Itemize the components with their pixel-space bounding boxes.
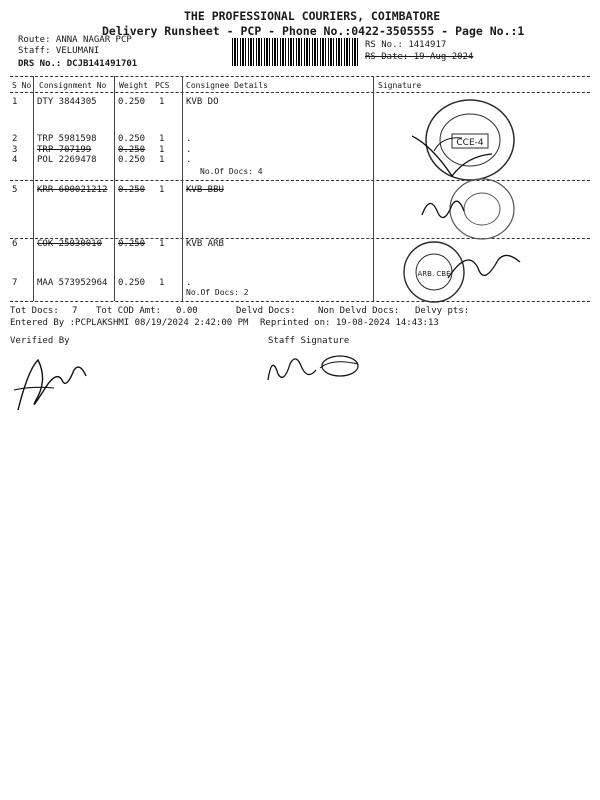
delvy-pts-label: Delvy pts: <box>415 306 470 316</box>
col-line-2 <box>114 76 115 301</box>
staff-signature <box>262 344 372 388</box>
reprinted-on: Reprinted on: 19-08-2024 14:43:13 <box>260 318 439 328</box>
verified-by-label: Verified By <box>10 336 70 346</box>
row-weight: 0.250 <box>118 97 146 107</box>
row-details: . <box>186 278 192 288</box>
row-consignment: POL 2269478 <box>37 155 97 165</box>
row-consignment: TRP 5981598 <box>37 134 97 144</box>
row-pcs: 1 <box>159 185 165 195</box>
header-consignment: Consignment No <box>39 81 107 90</box>
row-weight: 0.250 <box>118 239 146 249</box>
row-consignment: COK 25030010 <box>37 239 103 249</box>
drs-number: DRS No.: DCJB141491701 <box>18 59 138 69</box>
row-consignment: KRR 600021212 <box>37 185 108 195</box>
row-weight: 0.250 <box>118 185 146 195</box>
row-sno: 2 <box>12 134 18 144</box>
bank-stamp-bbu <box>420 175 530 245</box>
row-sno: 7 <box>12 278 18 288</box>
col-line-1 <box>33 76 34 301</box>
header-sno: S No <box>12 81 32 90</box>
row-pcs: 1 <box>159 145 165 155</box>
header-signature: Signature <box>378 81 422 90</box>
row-details: KVB BBU <box>186 185 224 195</box>
row-sno: 6 <box>12 239 18 249</box>
docs-note-2: No.Of Docs: 2 <box>186 288 249 297</box>
tot-cod-value: 0.00 <box>176 306 198 316</box>
non-delvd-docs-label: Non Delvd Docs: <box>318 306 400 316</box>
stamp-arb-label: ARB. CBE <box>417 270 451 278</box>
row-weight: 0.250 <box>118 145 146 155</box>
row-weight: 0.250 <box>118 155 146 165</box>
company-title: THE PROFESSIONAL COURIERS, COIMBATORE <box>184 9 441 23</box>
col-line-4 <box>373 76 374 301</box>
runsheet-subtitle: Delivery Runsheet - PCP - Phone No.:0422-3505555 - Page No.:1 <box>102 24 525 38</box>
staff-label: Staff: VELUMANI <box>18 46 100 56</box>
header-pcs: PCS <box>155 81 170 90</box>
docs-note-1: No.Of Docs: 4 <box>200 167 263 176</box>
row-weight: 0.250 <box>118 134 146 144</box>
row-pcs: 1 <box>159 155 165 165</box>
row-consignment: DTY 3844305 <box>37 97 97 107</box>
rs-number: RS No.: 1414917 <box>365 40 447 50</box>
row-details: . <box>186 145 192 155</box>
row-details: KVB DO <box>186 97 219 107</box>
col-line-3 <box>182 76 183 301</box>
delvd-docs-label: Delvd Docs: <box>236 306 296 316</box>
row-sno: 5 <box>12 185 18 195</box>
header-weight: Weight <box>119 81 148 90</box>
route-label: Route: ANNA NAGAR PCP <box>18 35 132 45</box>
verified-signature <box>8 350 98 420</box>
table-header-rule <box>10 92 590 93</box>
stamp-cce4-label: CCE-4 <box>456 138 484 148</box>
staff-signature-label: Staff Signature <box>268 336 350 346</box>
header-consignee: Consignee Details <box>186 81 268 90</box>
table-top-rule <box>10 76 590 77</box>
barcode <box>232 38 360 66</box>
row-pcs: 1 <box>159 134 165 144</box>
entered-by: Entered By :PCPLAKSHMI 08/19/2024 2:42:00 PM <box>10 318 249 328</box>
row-details: KVB ARB <box>186 239 224 249</box>
tot-docs-value: 7 <box>72 306 78 316</box>
row-weight: 0.250 <box>118 278 146 288</box>
bank-stamp-cce4 <box>412 96 522 186</box>
bank-stamp-arb <box>398 238 528 304</box>
row-consignment: MAA 573952964 <box>37 278 108 288</box>
rs-date: RS Date: 19-Aug-2024 <box>365 52 474 62</box>
tot-docs-label: Tot Docs: <box>10 306 59 316</box>
row-pcs: 1 <box>159 97 165 107</box>
row-pcs: 1 <box>159 278 165 288</box>
row-sno: 4 <box>12 155 18 165</box>
row-details: . <box>186 134 192 144</box>
row-consignment: TRP 707199 <box>37 145 92 155</box>
row-sno: 1 <box>12 97 18 107</box>
row-details: . <box>186 155 192 165</box>
row-sno: 3 <box>12 145 18 155</box>
tot-cod-label: Tot COD Amt: <box>96 306 162 316</box>
row-pcs: 1 <box>159 239 165 249</box>
